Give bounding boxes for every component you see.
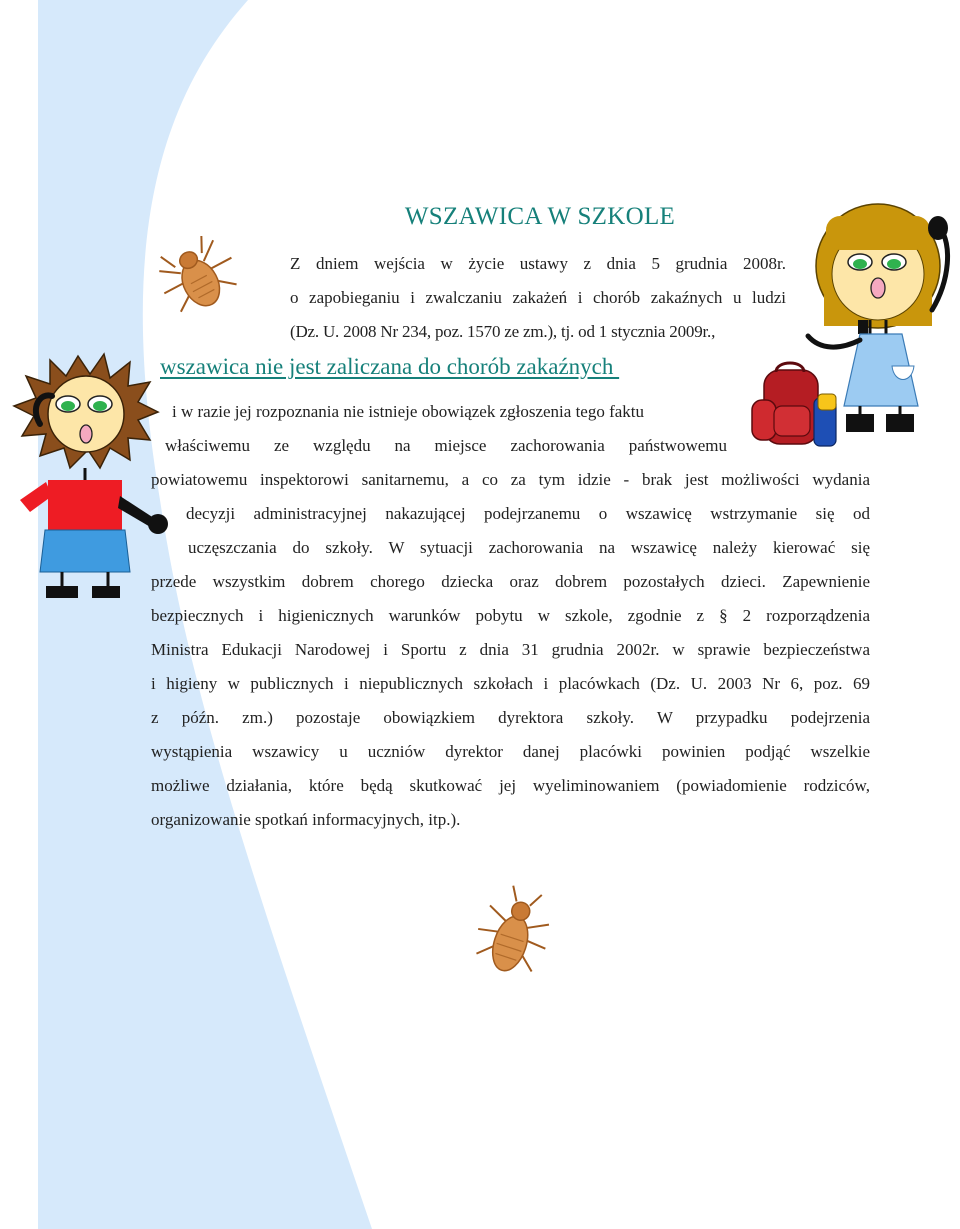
intro-line: o zapobieganiu i zwalczaniu zakażeń i chorób zakaźnych u ludzi — [290, 288, 786, 307]
body-line: i w razie jej rozpoznania nie istnieje obowiązek zgłoszenia tego faktu — [172, 402, 645, 421]
body-line: bezpiecznych i higienicznych warunków pobytu w szkole, zgodnie z § 2 rozporządzenia — [151, 606, 870, 625]
body-line: uczęszczania do szkoły. W sytuacji zachorowania na wszawicę należy kierować się — [188, 538, 870, 557]
louse-icon — [144, 236, 250, 316]
intro-line: (Dz. U. 2008 Nr 234, poz. 1570 ze zm.), tj. od 1 stycznia 2009r., — [290, 322, 716, 341]
body-line: możliwe działania, które będą skutkować jej wyeliminowaniem (powiadomienie rodziców, — [151, 776, 870, 795]
body-line: właściwemu ze względu na miejsce zachorowania państwowemu — [165, 436, 727, 455]
body-line: decyzji administracyjnej nakazującej podejrzanemu o wszawicę wstrzymanie się od — [186, 504, 870, 523]
subtitle-link-text: wszawica nie jest zaliczana do chorób zakaźnych — [160, 354, 620, 379]
body-line: powiatowemu inspektorowi sanitarnemu, a co za tym idzie - brak jest możliwości wydania — [151, 470, 870, 489]
body-line: i higieny w publicznych i niepublicznych szkołach i placówkach (Dz. U. 2003 Nr 6, poz. 69 — [151, 674, 870, 693]
louse-icon — [470, 884, 556, 986]
body-line: wystąpienia wszawicy u uczniów dyrektor danej placówki powinien podjąć wszelkie — [151, 742, 870, 761]
intro-line: Z dniem wejścia w życie ustawy z dnia 5 grudnia 2008r. — [290, 254, 786, 273]
body-line: organizowanie spotkań informacyjnych, itp.). — [151, 810, 461, 829]
page-title: WSZAWICA W SZKOLE — [404, 203, 676, 230]
body-line: przede wszystkim dobrem chorego dziecka oraz dobrem pozostałych dzieci. Zapewnienie — [151, 572, 870, 591]
body-line: Ministra Edukacji Narodowej i Sportu z dnia 31 grudnia 2002r. w sprawie bezpieczeństwa — [151, 640, 870, 659]
backpack-icon — [742, 360, 842, 456]
body-line: z późn. zm.) pozostaje obowiązkiem dyrektora szkoły. W przypadku podejrzenia — [151, 708, 870, 727]
